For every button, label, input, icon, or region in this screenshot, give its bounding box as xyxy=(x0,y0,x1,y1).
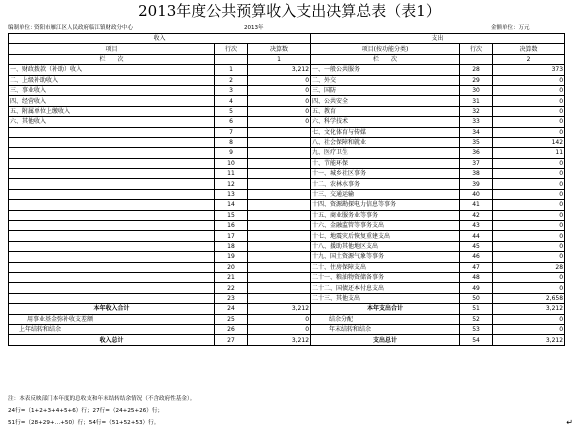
expense-row-number: 32 xyxy=(460,106,493,116)
grand-total-row xyxy=(9,335,565,345)
income-item xyxy=(9,252,215,262)
income-grand-label: 收入总计 xyxy=(9,335,215,345)
expense-row-number: 36 xyxy=(460,148,493,158)
income-amount xyxy=(248,179,311,189)
expense-row-number: 50 xyxy=(460,293,493,303)
expense-amount: 28 xyxy=(493,262,565,272)
expense-row-number: 43 xyxy=(460,221,493,231)
income-item xyxy=(9,231,215,241)
expense-item: 十七、地震灾后恢复重建支出 xyxy=(311,231,460,241)
expense-row-number: 41 xyxy=(460,200,493,210)
income-item: 四、经营收入 xyxy=(9,96,215,106)
expense-amount: 0 xyxy=(493,85,565,95)
income-amount: 0 xyxy=(248,85,311,95)
table-row xyxy=(9,158,565,168)
income-amount xyxy=(248,241,311,251)
amount-unit: 金额单位：万元 xyxy=(491,25,530,31)
income-section-header: 收入 xyxy=(9,34,311,44)
income-amount: 0 xyxy=(248,106,311,116)
expense-item: 二十一、粮油物资储备事务 xyxy=(311,272,460,282)
table-row xyxy=(9,272,565,282)
income-item xyxy=(9,127,215,137)
income-row-number: 6 xyxy=(215,117,248,127)
expense-amount: 0 xyxy=(493,241,565,251)
table-row xyxy=(9,283,565,293)
income-amount xyxy=(248,293,311,303)
income-item: 三、事业收入 xyxy=(9,85,215,95)
income-row-number: 12 xyxy=(215,179,248,189)
income-rowno-header: 行次 xyxy=(215,44,248,54)
income-amount xyxy=(248,252,311,262)
income-item xyxy=(9,221,215,231)
expense-rowno-header: 行次 xyxy=(460,44,493,54)
footnote-line: 51行=（28+29+…+50）行；54行=（51+52+53）行。 xyxy=(8,420,160,426)
expense-total-label: 本年支出合计 xyxy=(311,304,460,314)
expense-item: 七、文化体育与传媒 xyxy=(311,127,460,137)
income-row-number: 22 xyxy=(215,283,248,293)
income-item xyxy=(9,148,215,158)
expense-amount: 11 xyxy=(493,148,565,158)
income-item xyxy=(9,210,215,220)
income-row-number: 11 xyxy=(215,169,248,179)
expense-item: 十六、金融监管等事务支出 xyxy=(311,221,460,231)
year-end-carry-amount: 0 xyxy=(493,324,565,334)
expense-col-number: 2 xyxy=(493,54,565,64)
income-amount: 0 xyxy=(248,75,311,85)
table-row xyxy=(9,148,565,158)
income-amount xyxy=(248,137,311,147)
expense-subhead-rowno xyxy=(460,54,493,64)
income-row-number: 16 xyxy=(215,221,248,231)
table-row xyxy=(9,65,565,75)
income-amount: 0 xyxy=(248,96,311,106)
table-row xyxy=(9,252,565,262)
expense-amount: 0 xyxy=(493,252,565,262)
expense-row-number: 33 xyxy=(460,117,493,127)
income-row-number: 23 xyxy=(215,293,248,303)
surplus-rowno: 52 xyxy=(460,314,493,324)
expense-amount: 2,658 xyxy=(493,293,565,303)
income-amount xyxy=(248,262,311,272)
table-row xyxy=(9,231,565,241)
expense-amount: 0 xyxy=(493,169,565,179)
expense-amount: 0 xyxy=(493,75,565,85)
budget-table xyxy=(8,33,565,346)
expense-item: 十五、商业服务业等事务 xyxy=(311,210,460,220)
expense-item: 九、医疗卫生 xyxy=(311,148,460,158)
header-row-sections xyxy=(9,34,565,44)
expense-row-number: 30 xyxy=(460,85,493,95)
expense-amount: 373 xyxy=(493,65,565,75)
table-row xyxy=(9,262,565,272)
expense-amount: 0 xyxy=(493,272,565,282)
expense-amount: 0 xyxy=(493,200,565,210)
expense-row-number: 45 xyxy=(460,241,493,251)
income-item: 五、附属单位上缴收入 xyxy=(9,106,215,116)
expense-grand-label: 支出总计 xyxy=(311,335,460,345)
income-total-rowno: 24 xyxy=(215,304,248,314)
expense-grand-rowno: 54 xyxy=(460,335,493,345)
income-subhead-rowno xyxy=(215,54,248,64)
income-row-number: 14 xyxy=(215,200,248,210)
income-amount xyxy=(248,283,311,293)
income-amount xyxy=(248,272,311,282)
table-row xyxy=(9,75,565,85)
expense-row-number: 40 xyxy=(460,189,493,199)
income-row-number: 7 xyxy=(215,127,248,137)
header-row-columns xyxy=(9,44,565,54)
expense-grand-amount: 3,212 xyxy=(493,335,565,345)
expense-amount: 0 xyxy=(493,189,565,199)
expense-row-number: 39 xyxy=(460,179,493,189)
expense-row-number: 47 xyxy=(460,262,493,272)
income-row-number: 21 xyxy=(215,272,248,282)
income-item xyxy=(9,241,215,251)
report-title: 2013年度公共预算收入支出决算总表（表1） xyxy=(138,2,441,20)
expense-item: 八、社会保障和就业 xyxy=(311,137,460,147)
expense-row-number: 48 xyxy=(460,272,493,282)
expense-item: 十、节能环保 xyxy=(311,158,460,168)
table-row xyxy=(9,241,565,251)
expense-item: 十三、交通运输 xyxy=(311,189,460,199)
income-row-number: 17 xyxy=(215,231,248,241)
income-amount xyxy=(248,210,311,220)
expense-amount: 0 xyxy=(493,106,565,116)
income-row-number: 10 xyxy=(215,158,248,168)
expense-item: 六、科学技术 xyxy=(311,117,460,127)
income-item xyxy=(9,272,215,282)
expense-item: 十八、援助其他地区支出 xyxy=(311,241,460,251)
income-total-amount: 3,212 xyxy=(248,304,311,314)
income-amount xyxy=(248,127,311,137)
income-item: 二、上级补助收入 xyxy=(9,75,215,85)
expense-item: 二、外交 xyxy=(311,75,460,85)
income-row-number: 15 xyxy=(215,210,248,220)
income-row-number: 5 xyxy=(215,106,248,116)
expense-amount: 0 xyxy=(493,210,565,220)
table-row xyxy=(9,106,565,116)
income-row-number: 18 xyxy=(215,241,248,251)
income-item-header: 项目 xyxy=(9,44,215,54)
return-mark: ↵ xyxy=(566,418,573,427)
expense-amount: 0 xyxy=(493,179,565,189)
income-amount xyxy=(248,221,311,231)
table-row xyxy=(9,169,565,179)
expense-amount-header: 决算数 xyxy=(493,44,565,54)
expense-row-number: 28 xyxy=(460,65,493,75)
prior-carry-rowno: 26 xyxy=(215,324,248,334)
expense-row-number: 34 xyxy=(460,127,493,137)
income-row-number: 1 xyxy=(215,65,248,75)
surplus-amount: 0 xyxy=(493,314,565,324)
expense-item: 二十三、其他支出 xyxy=(311,293,460,303)
table-row xyxy=(9,179,565,189)
expense-item: 一、一般公共服务 xyxy=(311,65,460,75)
expense-item: 十四、资源勘探电力信息等事务 xyxy=(311,200,460,210)
expense-row-number: 37 xyxy=(460,158,493,168)
surplus-label: 结余分配 xyxy=(311,314,460,324)
income-item xyxy=(9,179,215,189)
unit-label: 编制单位： xyxy=(8,25,36,31)
expense-item: 二十二、国债还本付息支出 xyxy=(311,283,460,293)
expense-amount: 0 xyxy=(493,283,565,293)
expense-total-rowno: 51 xyxy=(460,304,493,314)
year-end-carry-label: 年末结转和结余 xyxy=(311,324,460,334)
expense-amount: 0 xyxy=(493,96,565,106)
footnote-line: 24行=（1+2+3+4+5+6）行；27行=（24+25+26）行； xyxy=(8,408,164,414)
table-row xyxy=(9,189,565,199)
income-item xyxy=(9,169,215,179)
income-amount xyxy=(248,158,311,168)
income-col-number: 1 xyxy=(248,54,311,64)
income-row-number: 13 xyxy=(215,189,248,199)
year-end-carry-rowno: 53 xyxy=(460,324,493,334)
expense-amount: 0 xyxy=(493,127,565,137)
report-year: 2013年 xyxy=(244,25,264,31)
header-row-colnums xyxy=(9,54,565,64)
expense-amount: 0 xyxy=(493,231,565,241)
expense-amount: 0 xyxy=(493,117,565,127)
expense-amount: 142 xyxy=(493,137,565,147)
table-row xyxy=(9,210,565,220)
income-amount: 3,212 xyxy=(248,65,311,75)
expense-total-amount: 3,212 xyxy=(493,304,565,314)
income-row-number: 4 xyxy=(215,96,248,106)
income-amount: 0 xyxy=(248,117,311,127)
income-item xyxy=(9,293,215,303)
income-item xyxy=(9,158,215,168)
expense-row-number: 42 xyxy=(460,210,493,220)
transfer-in-label: 用事业基金弥补收支差额 xyxy=(9,314,215,324)
expense-item: 十一、城乡社区事务 xyxy=(311,169,460,179)
table-row xyxy=(9,85,565,95)
expense-item: 二十、住房保障支出 xyxy=(311,262,460,272)
income-item xyxy=(9,200,215,210)
table-row xyxy=(9,221,565,231)
income-row-number: 9 xyxy=(215,148,248,158)
table-row xyxy=(9,293,565,303)
income-item xyxy=(9,189,215,199)
income-row-number: 2 xyxy=(215,75,248,85)
income-subhead: 栏 次 xyxy=(9,54,215,64)
expense-item: 三、国防 xyxy=(311,85,460,95)
transfer-in-rowno: 25 xyxy=(215,314,248,324)
income-row-number: 19 xyxy=(215,252,248,262)
expense-item: 五、教育 xyxy=(311,106,460,116)
totals-row xyxy=(9,304,565,314)
expense-row-number: 31 xyxy=(460,96,493,106)
report-meta xyxy=(8,24,568,33)
expense-row-number: 46 xyxy=(460,252,493,262)
income-row-number: 20 xyxy=(215,262,248,272)
table-row xyxy=(9,96,565,106)
expense-item: 四、公共安全 xyxy=(311,96,460,106)
income-item xyxy=(9,283,215,293)
expense-row-number: 35 xyxy=(460,137,493,147)
income-item: 六、其他收入 xyxy=(9,117,215,127)
expense-section-header: 支出 xyxy=(311,34,565,44)
income-item xyxy=(9,137,215,147)
income-amount xyxy=(248,231,311,241)
income-row-number: 8 xyxy=(215,137,248,147)
carry-row xyxy=(9,324,565,334)
footnotes xyxy=(8,393,568,429)
table-row xyxy=(9,137,565,147)
expense-item: 十九、国土资源气象等事务 xyxy=(311,252,460,262)
expense-row-number: 49 xyxy=(460,283,493,293)
table-row xyxy=(9,117,565,127)
income-amount-header: 决算数 xyxy=(248,44,311,54)
expense-row-number: 29 xyxy=(460,75,493,85)
income-row-number: 3 xyxy=(215,85,248,95)
income-amount xyxy=(248,200,311,210)
expense-subhead: 栏 次 xyxy=(311,54,460,64)
prior-carry-label: 上年结转和结余 xyxy=(9,324,215,334)
prior-carry-amount: 0 xyxy=(248,324,311,334)
expense-item-header: 项目(按功能分类) xyxy=(311,44,460,54)
income-amount xyxy=(248,148,311,158)
transfer-in-amount: 0 xyxy=(248,314,311,324)
income-amount xyxy=(248,189,311,199)
income-amount xyxy=(248,169,311,179)
expense-amount: 0 xyxy=(493,158,565,168)
expense-amount: 0 xyxy=(493,221,565,231)
expense-row-number: 44 xyxy=(460,231,493,241)
income-item: 一、财政拨款（补助）收入 xyxy=(9,65,215,75)
fund-row xyxy=(9,314,565,324)
income-grand-rowno: 27 xyxy=(215,335,248,345)
expense-item: 十二、农林水事务 xyxy=(311,179,460,189)
income-item xyxy=(9,262,215,272)
footnote-line: 注：本表反映部门本年度的总收支和年末结转结余情况（不含政府性基金）。 xyxy=(8,396,196,402)
income-grand-amount: 3,212 xyxy=(248,335,311,345)
table-row xyxy=(9,127,565,137)
unit-name: 资阳市雁江区人民政府临江镇财政分中心 xyxy=(34,25,134,31)
table-row xyxy=(9,200,565,210)
expense-row-number: 38 xyxy=(460,169,493,179)
income-total-label: 本年收入合计 xyxy=(9,304,215,314)
